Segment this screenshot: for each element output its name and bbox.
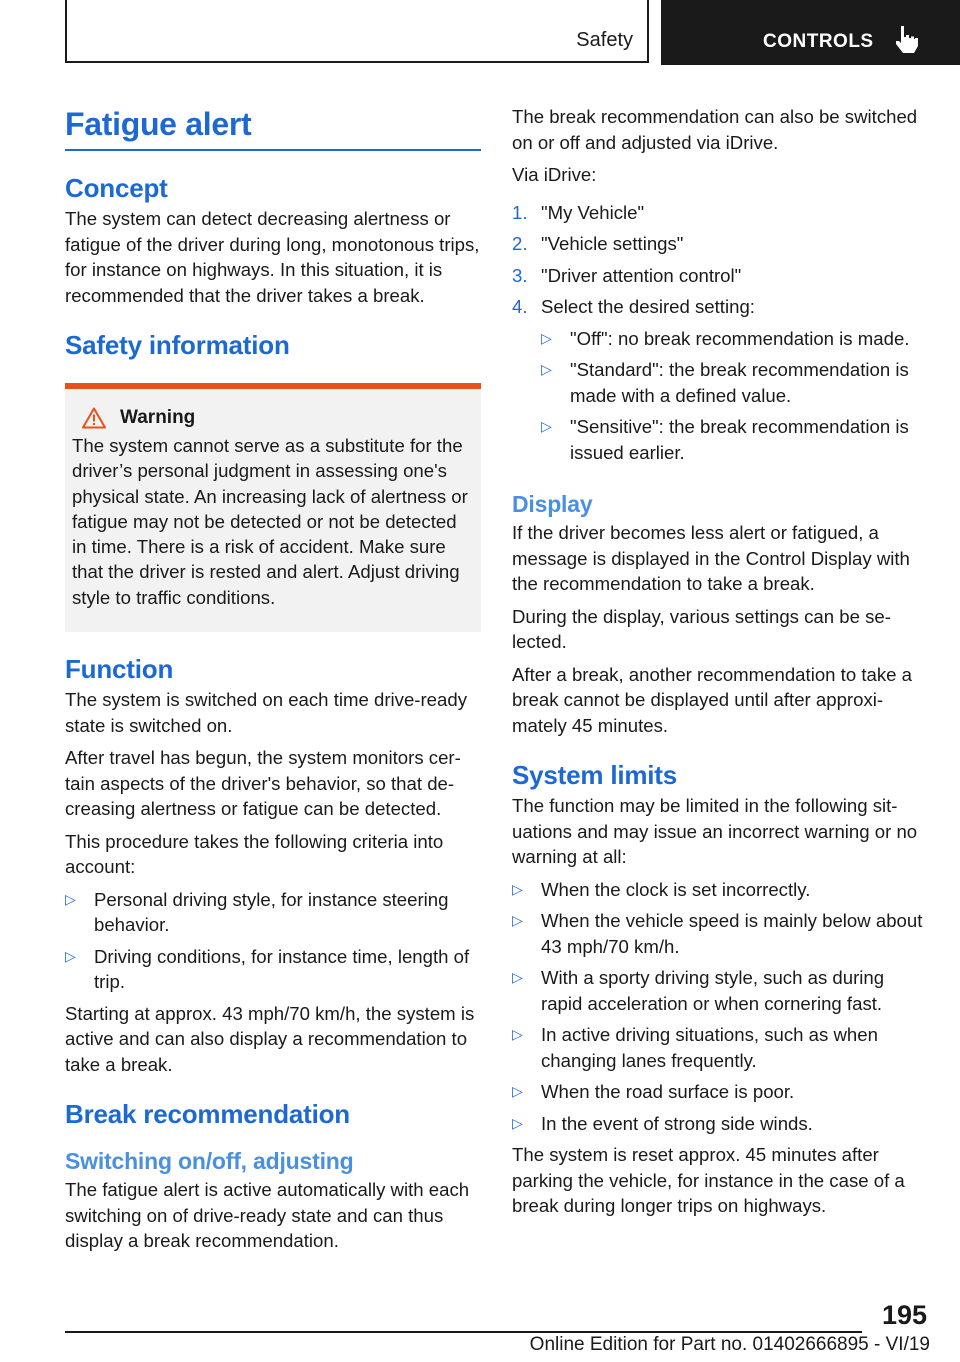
switch-text: The fatigue alert is active automatically with each switching on of drive-ready state and can thus display a break recommendation. [65, 1179, 470, 1252]
header-section-label: Safety [576, 29, 633, 51]
list-item: ▷ Driving conditions, for instance time, length of trip. [65, 945, 470, 993]
triangle-bullet-icon: ▷ [512, 912, 523, 928]
page-title: Fatigue alert [65, 100, 481, 151]
list-item: ▷ In active driving situations, such as when changing lanes frequently. [512, 1024, 878, 1071]
display-paragraph: If the driver becomes less alert or fatigued, a message is displayed in the Control Display with the recommendation to take a break. [512, 522, 910, 594]
triangle-bullet-icon: ▷ [512, 880, 523, 897]
list-item: 1. "My Vehicle" [512, 201, 645, 223]
idrive-paragraph: Via iDrive: [512, 164, 597, 185]
warning-triangle-icon [82, 407, 106, 429]
idrive-steps [512, 200, 928, 466]
concept-text: The system can detect decreasing alertness or fatigue of the driver during long, monotonous trips, for instance on highways. In this situation, it is recommended that the driver takes a break. [65, 208, 480, 306]
footer-edition [0, 1334, 930, 1356]
criteria-list [65, 887, 481, 995]
display-paragraph: After a break, another recommendation to take a break cannot be displayed until after approximately 45 minutes. [512, 663, 912, 736]
function-paragraph: The system is switched on each time drive-ready state is switched on. [65, 689, 467, 736]
triangle-bullet-icon: ▷ [512, 1026, 523, 1042]
idrive-paragraph: The break recommendation can also be switched on or off and adjusted via iDrive. [512, 106, 918, 153]
list-item: ▷ "Off": no break recommendation is made. [541, 326, 928, 352]
footer-divider [65, 1331, 862, 1333]
function-heading: Function [65, 654, 174, 685]
warning-header [82, 407, 475, 429]
display-paragraph: During the display, various settings can be selected. [512, 605, 891, 652]
list-item: 2. "Vehicle settings" [512, 233, 684, 254]
concept-heading: Concept [65, 173, 168, 203]
function-paragraph: Starting at approx. 43 mph/70 km/h, the system is active and can also display a recommendation to take a break. [65, 1002, 475, 1075]
warning-box [65, 383, 481, 632]
function-paragraph: This procedure takes the following criteria into account: [65, 830, 444, 878]
limits-heading: System limits [512, 760, 678, 790]
list-item: ▷ With a sporty driving style, such as during rapid acceleration or when cornering fast. [512, 967, 885, 1014]
limits-paragraph: The function may be limited in the following situations and may issue an incorrect warning or no warning at all: [512, 795, 918, 867]
settings-list [541, 326, 928, 466]
header-section-tab [65, 0, 649, 63]
header-chapter-tab [661, 0, 960, 65]
triangle-bullet-icon: ▷ [65, 947, 76, 964]
warning-label: Warning [120, 407, 196, 428]
safety-heading: Safety information [65, 330, 290, 360]
limits-list [512, 877, 928, 1137]
right-column [512, 104, 928, 1226]
edition-text: Online Edition for Part no. 01402666895 - VI/19 [529, 1334, 930, 1355]
triangle-bullet-icon: ▷ [512, 1114, 523, 1131]
list-item: 4. Select the desired setting: ▷ "Off": no break recommendation is made. ▷ "Standard": the break recommendation is made with a defined value. ▷ "Sensitive": the break recommendation is issued earlier. [512, 294, 928, 465]
warning-text: The system cannot serve as a substitute for the driver’s personal judgment in assessing one's physical state. An increasing lack of alertness or fatigue may not be detected or not be detected in time. There is a risk of accident. Make sure that the driver is rested and alert. Adjust driving style to traffic conditions. [72, 435, 468, 608]
triangle-bullet-icon: ▷ [541, 329, 552, 346]
page-number: 195 [881, 1300, 927, 1330]
left-column [65, 100, 481, 1261]
list-item: ▷ When the clock is set incorrectly. [512, 877, 928, 903]
function-paragraph: After travel has begun, the system monitors certain aspects of the driver's behavior, so that decreasing alertness or fatigue can be detected. [65, 747, 461, 820]
display-heading: Display [512, 491, 593, 517]
list-item: ▷ In the event of strong side winds. [512, 1111, 928, 1137]
list-item: 3. "Driver attention control" [512, 264, 742, 286]
list-item: ▷ When the road surface is poor. [512, 1079, 928, 1105]
hand-pointer-icon [893, 24, 919, 54]
break-heading: Break recommendation [65, 1099, 350, 1130]
triangle-bullet-icon: ▷ [65, 890, 76, 907]
limits-paragraph: The system is reset approx. 45 minutes after parking the vehicle, for instance in the case of a break during longer trips on highways. [512, 1144, 905, 1216]
list-item: ▷ "Sensitive": the break recommendation is issued earlier. [541, 416, 909, 463]
list-item: ▷ Personal driving style, for instance steering behavior. [65, 888, 449, 936]
triangle-bullet-icon: ▷ [541, 418, 552, 434]
triangle-bullet-icon: ▷ [512, 1083, 523, 1099]
triangle-bullet-icon: ▷ [512, 969, 523, 985]
switch-heading: Switching on/off, adjusting [65, 1148, 354, 1175]
header-chapter-label: CONTROLS [763, 31, 874, 52]
list-item: ▷ When the vehicle speed is mainly below about 43 mph/70 km/h. [512, 910, 923, 957]
list-item: ▷ "Standard": the break recommendation is made with a defined value. [541, 359, 909, 406]
triangle-bullet-icon: ▷ [541, 361, 552, 377]
